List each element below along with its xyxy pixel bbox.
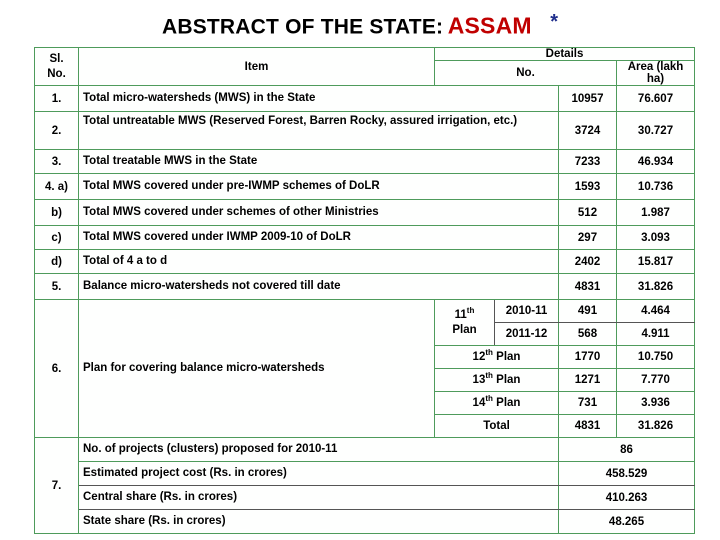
plan-period-sup: th [485, 348, 493, 358]
plan-period-num: 14 [472, 397, 486, 409]
plan-period-label [435, 369, 559, 392]
row-area-value: 10.736 [617, 174, 695, 200]
plan-group-label-line1: 11 [454, 309, 467, 322]
cost-row [35, 462, 695, 486]
plan-group-label-sup: th [466, 306, 475, 316]
row-count-value: 4831 [559, 274, 617, 300]
plan-year-label: 2011-12 [495, 323, 559, 346]
page-title [0, 10, 720, 39]
row-count-value: 10957 [559, 86, 617, 112]
cost-value: 86 [559, 438, 695, 462]
row-item-label: Total micro-watersheds (MWS) in the State [79, 86, 559, 112]
row-item-label: Total MWS covered under schemes of other Ministries [79, 200, 559, 226]
row-sl-no: 3. [35, 150, 79, 174]
cost-row [35, 510, 695, 534]
row-count-value: 1593 [559, 174, 617, 200]
plan-total-count-value: 4831 [559, 415, 617, 438]
table-row [35, 150, 695, 174]
plan-count-value: 731 [559, 392, 617, 415]
abstract-table [34, 47, 695, 534]
plan-total-area-value: 31.826 [617, 415, 695, 438]
plan-area-value: 7.770 [617, 369, 695, 392]
row-area-value: 46.934 [617, 150, 695, 174]
row-area-value: 3.093 [617, 226, 695, 250]
plan-count-value: 491 [559, 300, 617, 323]
row-count-value: 512 [559, 200, 617, 226]
header-no: No. [435, 61, 617, 86]
table-row [35, 86, 695, 112]
plan-sl-no: 6. [35, 300, 79, 438]
plan-period-label [435, 346, 559, 369]
row-sl-no: 2. [35, 112, 79, 150]
plan-count-value: 1271 [559, 369, 617, 392]
row-item-label: Total MWS covered under IWMP 2009-10 of DoLR [79, 226, 559, 250]
header-sl-line1: Sl. [49, 53, 64, 66]
plan-total-label: Total [435, 415, 559, 438]
plan-period-rest: Plan [492, 374, 521, 386]
plan-area-value: 4.464 [617, 300, 695, 323]
row-area-value: 30.727 [617, 112, 695, 150]
row-count-value: 2402 [559, 250, 617, 274]
plan-group-label-line2: Plan [452, 323, 477, 336]
cost-row [35, 438, 695, 462]
row-item-label: Total of 4 a to d [79, 250, 559, 274]
cost-sl-no: 7. [35, 438, 79, 534]
table-row [35, 112, 695, 150]
cost-value: 410.263 [559, 486, 695, 510]
row-area-value: 15.817 [617, 250, 695, 274]
row-item-label: Balance micro-watersheds not covered till date [79, 274, 559, 300]
row-sl-no: c) [35, 226, 79, 250]
plan-group-label [435, 300, 495, 346]
table-row [35, 174, 695, 200]
header-item: Item [79, 48, 435, 86]
header-area: Area (lakh ha) [617, 61, 695, 86]
header-sl-line2: No. [47, 67, 66, 80]
plan-period-sup: th [485, 394, 493, 404]
row-item-label: Total treatable MWS in the State [79, 150, 559, 174]
plan-period-rest: Plan [492, 351, 521, 363]
plan-count-value: 568 [559, 323, 617, 346]
plan-period-num: 12 [472, 351, 486, 363]
cost-item-label: Estimated project cost (Rs. in crores) [79, 462, 559, 486]
cost-item-label: Central share (Rs. in crores) [79, 486, 559, 510]
cost-value: 48.265 [559, 510, 695, 534]
table-row [35, 274, 695, 300]
row-sl-no: d) [35, 250, 79, 274]
plan-period-sup: th [485, 371, 493, 381]
row-sl-no: b) [35, 200, 79, 226]
cost-item-label: No. of projects (clusters) proposed for 2010-11 [79, 438, 559, 462]
table-row [35, 200, 695, 226]
row-area-value: 76.607 [617, 86, 695, 112]
row-area-value: 1.987 [617, 200, 695, 226]
row-item-label: Total untreatable MWS (Reserved Forest, Barren Rocky, assured irrigation, etc.) [79, 112, 559, 150]
row-sl-no: 5. [35, 274, 79, 300]
plan-count-value: 1770 [559, 346, 617, 369]
plan-period-rest: Plan [492, 397, 521, 409]
row-area-value: 31.826 [617, 274, 695, 300]
row-count-value: 3724 [559, 112, 617, 150]
cost-value: 458.529 [559, 462, 695, 486]
asterisk-marker: * [550, 11, 559, 33]
table-row [35, 250, 695, 274]
header-details: Details [435, 48, 695, 61]
plan-area-value: 10.750 [617, 346, 695, 369]
row-count-value: 7233 [559, 150, 617, 174]
row-count-value: 297 [559, 226, 617, 250]
plan-year-label: 2010-11 [495, 300, 559, 323]
row-item-label: Total MWS covered under pre-IWMP schemes of DoLR [79, 174, 559, 200]
plan-item-label: Plan for covering balance micro-watersheds [79, 300, 435, 438]
title-main-text: ABSTRACT OF THE STATE: [161, 15, 444, 39]
plan-period-num: 13 [472, 374, 486, 386]
header-sl-no [35, 48, 79, 86]
cost-item-label: State share (Rs. in crores) [79, 510, 559, 534]
table-header-row-1 [35, 48, 695, 61]
table-row [35, 226, 695, 250]
row-sl-no: 1. [35, 86, 79, 112]
plan-area-value: 3.936 [617, 392, 695, 415]
plan-period-label [435, 392, 559, 415]
plan-row [35, 300, 695, 323]
plan-area-value: 4.911 [617, 323, 695, 346]
cost-row [35, 486, 695, 510]
row-sl-no: 4. a) [35, 174, 79, 200]
title-state-name: ASSAM [447, 12, 532, 39]
